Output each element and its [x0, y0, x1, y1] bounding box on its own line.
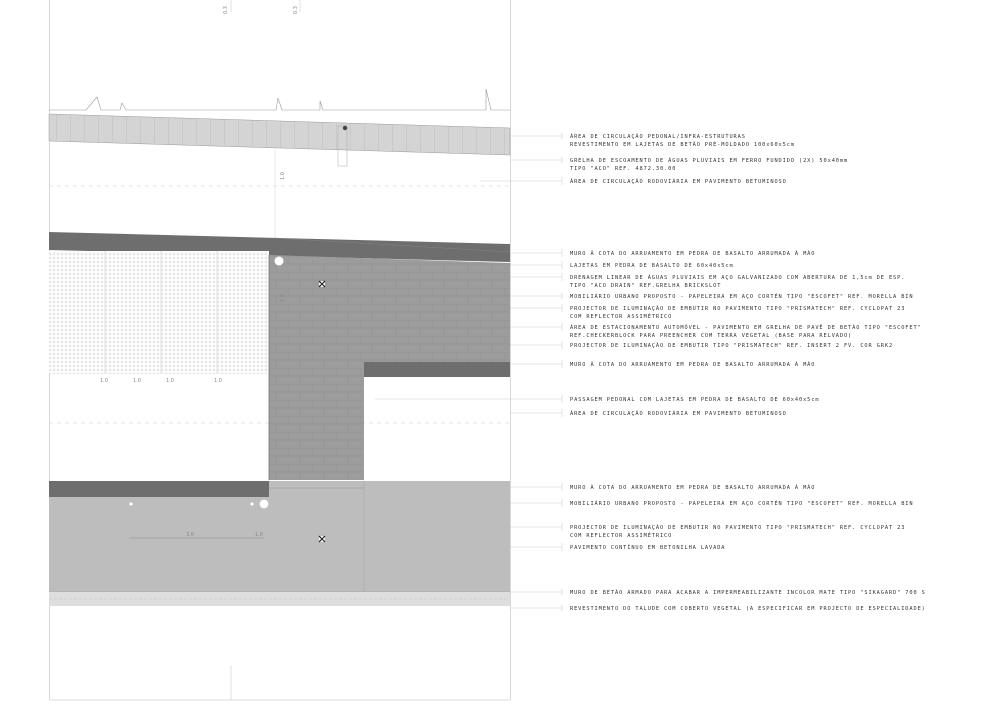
basalt-wall-lower [49, 481, 269, 497]
legend-label: ÁREA DE CIRCULAÇÃO RODOVIÁRIA EM PAVIMENTO BETUMINOSO [570, 411, 787, 417]
dimension-label-6: 1.0 [255, 532, 263, 538]
legend-label: TIPO "ACO DRAIN" REF.GRELHA BRICKSLOT [570, 283, 722, 289]
ground-light-upper [319, 281, 325, 287]
section-mark-right: 0.3 [293, 6, 299, 14]
legend-label: PROJECTOR DE ILUMINAÇÃO DE EMBUTIR TIPO "PRISMATECH" REF. INSERT 2 FV. COR GRK2 [570, 343, 894, 349]
parking-grass-grid [49, 251, 269, 374]
legend-label: PROJECTOR DE ILUMINAÇÃO DE EMBUTIR NO PAVIMENTO TIPO "PRISMATECH" REF. CYCLOPAT 23 [570, 525, 906, 531]
bollard-light-right [250, 502, 253, 505]
legend-label: COM REFLECTOR ASSIMÉTRICO [570, 314, 673, 320]
building-outline [49, 89, 510, 110]
legend-label: MURO À COTA DO ARRUAMENTO EM PEDRA DE BASALTO ARRUMADA À MÃO [570, 362, 816, 368]
waste-bin-upper [275, 257, 284, 266]
dimension-label-2: 1.0 [133, 378, 141, 384]
dimension-label-4: 1.0 [214, 378, 222, 384]
legend-label: LAJETAS EM PEDRA DE BASALTO DE 60x40x5cm [570, 263, 734, 269]
legend-label: MOBILIÁRIO URBANO PROPOSTO - PAPELEIRA EM AÇO CORTÉN TIPO "ESCOFET" REF. MORELLA BIN [570, 501, 914, 507]
legend-label: MURO À COTA DO ARRUAMENTO EM PEDRA DE BASALTO ARRUMADA À MÃO [570, 251, 816, 257]
legend-label: ÁREA DE ESTACIONAMENTO AUTOMÓVEL - PAVIMENTO EM GRELHA DE PAVÊ DE BETÃO TIPO "ESCOFET" [570, 325, 922, 331]
legend-label: REF.CHECKERBLOCK PARA PREENCHER COM TERRA VEGETAL (BASE PARA RELVADO) [570, 333, 853, 339]
legend-label: MURO À COTA DO ARRUAMENTO EM PEDRA DE BASALTO ARRUMADA À MÃO [570, 485, 816, 491]
legend-label: ÁREA DE CIRCULAÇÃO PEDONAL/INFRA-ESTRUTURAS [570, 134, 746, 140]
legend-label: PAVIMENTO CONTÍNUO EM BETONILHA LAVADA [570, 545, 726, 551]
legend-label: MOBILIÁRIO URBANO PROPOSTO - PAPELEIRA EM AÇO CORTÉN TIPO "ESCOFET" REF. MORELLA BIN [570, 294, 914, 300]
pedestrian-precast-strip [49, 114, 510, 155]
section-mark-left: 0.3 [223, 6, 229, 14]
legend-label: COM REFLECTOR ASSIMÉTRICO [570, 533, 673, 539]
dimension-label-7: 1.0 [280, 172, 286, 180]
bollard-light-left [129, 502, 132, 505]
legend-label: PROJECTOR DE ILUMINAÇÃO DE EMBUTIR NO PAVIMENTO TIPO "PRISMATECH" REF. CYCLOPAT 23 [570, 306, 906, 312]
dimension-label-1: 1.0 [100, 378, 108, 384]
basalt-wall-middle [364, 362, 510, 377]
legend-label: GRELHA DE ESCOAMENTO DE ÁGUAS PLUVIAIS EM FERRO FUNDIDO (2X) 50x40mm [570, 158, 849, 164]
legend-label: REVESTIMENTO DO TALUDE COM COBERTO VEGETAL (A ESPECIFICAR EM PROJECTO DE ESPECIALIDADE) [570, 606, 926, 612]
legend-label: MURO DE BETÃO ARMADO PARA ACABAR A IMPERMEABILIZANTE INCOLOR MATE TIPO "SIKAGARD" 700 S [570, 590, 926, 596]
concrete-wall-band [49, 592, 510, 606]
waste-bin-lower [260, 500, 269, 509]
dimension-ticks [100, 378, 222, 384]
legend-label: REVESTIMENTO EM LAJETAS DE BETÃO PRÉ-MOLDADO 100x60x5cm [570, 142, 795, 148]
washed-concrete-pavement [49, 481, 510, 592]
legend-label: TIPO "ACO" REF. 4872.30.00 [570, 166, 677, 172]
dimension-label-8: 1.5 [280, 294, 286, 302]
section-markers [223, 6, 299, 14]
legend-label: PASSAGEM PEDONAL COM LAJETAS EM PEDRA DE BASALTO DE 60x40x5cm [570, 397, 820, 403]
legend-label: ÁREA DE CIRCULAÇÃO RODOVIÁRIA EM PAVIMENTO BETUMINOSO [570, 179, 787, 185]
ground-light-lower [319, 536, 325, 542]
legend-label: DRENAGEM LINEAR DE ÁGUAS PLUVIAIS EM AÇO GALVANIZADO COM ABERTURA DE 1,5cm DE ESP. [570, 275, 906, 281]
dimension-label-5: 3.6 [186, 532, 194, 538]
dimension-label-3: 1.0 [166, 378, 174, 384]
